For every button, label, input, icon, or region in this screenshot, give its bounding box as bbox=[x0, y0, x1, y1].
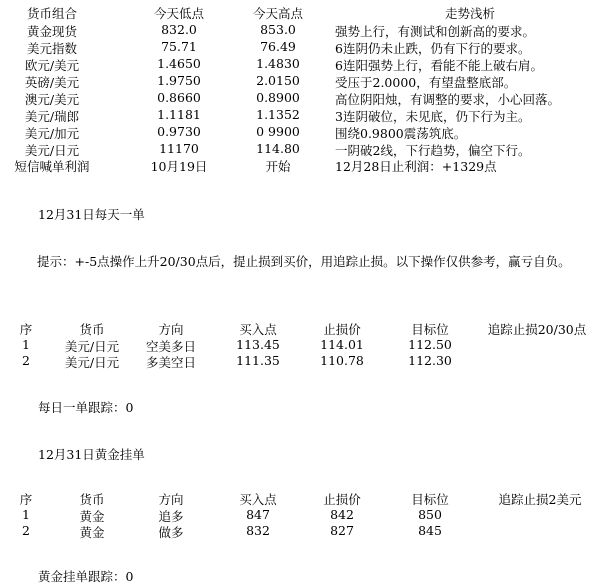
analysis: 6连阴仍未止跌，仍有下行的要求。 bbox=[335, 41, 531, 56]
analysis: 围绕0.9800震荡筑底。 bbox=[335, 126, 467, 141]
low: 75.71 bbox=[161, 39, 197, 54]
market-header-row bbox=[0, 4, 603, 22]
pair: 英磅/美元 bbox=[24, 75, 80, 90]
header-high: 今天高点 bbox=[252, 6, 303, 21]
market-row bbox=[0, 39, 603, 57]
analysis: 受压于2.0000，有望盘整底部。 bbox=[335, 75, 517, 90]
profit-label: 短信喊单利润 bbox=[14, 159, 90, 174]
analysis: 强势上行，有测试和创新高的要求。 bbox=[335, 24, 536, 39]
low: 832.0 bbox=[161, 22, 197, 37]
analysis: 高位阴阳烛，有调整的要求，小心回落。 bbox=[335, 92, 561, 107]
daily-order-row bbox=[0, 337, 603, 353]
order-target: 112.50 bbox=[408, 337, 452, 352]
col-target: 目标位 bbox=[411, 492, 449, 507]
analysis: 6连阳强势上行，看能不能上破右肩。 bbox=[335, 58, 543, 73]
order-no: 1 bbox=[22, 507, 30, 522]
order-direction: 多美空日 bbox=[145, 355, 196, 370]
order-direction: 做多 bbox=[158, 525, 184, 540]
pair: 澳元/美元 bbox=[24, 92, 80, 107]
high: 0 9900 bbox=[256, 124, 300, 139]
order-entry: 832 bbox=[246, 523, 270, 538]
high: 2.0150 bbox=[256, 73, 300, 88]
order-target: 850 bbox=[418, 507, 442, 522]
order-stop: 114.01 bbox=[320, 337, 364, 352]
header-analysis: 走势浅析 bbox=[444, 6, 495, 21]
market-profit-row bbox=[0, 157, 603, 175]
market-row bbox=[0, 90, 603, 108]
pair: 美元/瑞郎 bbox=[24, 109, 80, 124]
market-row bbox=[0, 124, 603, 142]
low: 11170 bbox=[159, 141, 199, 156]
gold-title: 12月31日黄金挂单 bbox=[38, 447, 145, 462]
daily-header-row bbox=[0, 320, 603, 336]
market-row bbox=[0, 22, 603, 40]
order-stop: 842 bbox=[330, 507, 354, 522]
low: 1.1181 bbox=[157, 107, 201, 122]
pair: 美元/日元 bbox=[24, 143, 80, 158]
col-currency: 货币 bbox=[79, 492, 105, 507]
gold-order-row bbox=[0, 507, 603, 523]
gold-order-row bbox=[0, 523, 603, 539]
order-stop: 110.78 bbox=[320, 353, 364, 368]
low: 0.9730 bbox=[157, 124, 201, 139]
col-trailing: 追踪止损20/30点 bbox=[487, 322, 587, 337]
order-target: 112.30 bbox=[408, 353, 452, 368]
col-stop: 止损价 bbox=[323, 322, 361, 337]
high: 1.4830 bbox=[256, 56, 300, 71]
pair: 美元/加元 bbox=[24, 126, 80, 141]
daily-order-row bbox=[0, 353, 603, 369]
order-entry: 113.45 bbox=[236, 337, 280, 352]
analysis: 3连阴破位，未见底，仍下行为主。 bbox=[335, 109, 531, 124]
gold-header-row bbox=[0, 490, 603, 506]
profit-total: 12月28日止利润：+1329点 bbox=[335, 159, 497, 174]
order-no: 2 bbox=[22, 353, 30, 368]
high: 1.1352 bbox=[256, 107, 300, 122]
col-target: 目标位 bbox=[411, 322, 449, 337]
col-no: 序 bbox=[19, 492, 33, 507]
order-no: 2 bbox=[22, 523, 30, 538]
high: 0.8900 bbox=[256, 90, 300, 105]
header-low: 今天低点 bbox=[153, 6, 204, 21]
daily-tip: 提示：+-5点操作上升20/30点后，提止损到买价，用追踪止损。以下操作仅供参考，赢亏自负。 bbox=[37, 254, 571, 269]
pair: 黄金现货 bbox=[26, 24, 77, 39]
order-stop: 827 bbox=[330, 523, 354, 538]
col-currency: 货币 bbox=[79, 322, 105, 337]
order-entry: 111.35 bbox=[236, 353, 280, 368]
gold-track: 黄金挂单跟踪：0 bbox=[38, 569, 134, 584]
high: 853.0 bbox=[260, 22, 296, 37]
market-row bbox=[0, 107, 603, 125]
col-no: 序 bbox=[19, 322, 33, 337]
order-entry: 847 bbox=[246, 507, 270, 522]
order-currency: 美元/日元 bbox=[64, 355, 120, 370]
order-direction: 空美多日 bbox=[145, 339, 196, 354]
low: 0.8660 bbox=[157, 90, 201, 105]
col-direction: 方向 bbox=[158, 492, 184, 507]
profit-start: 开始 bbox=[265, 159, 291, 174]
order-currency: 黄金 bbox=[79, 509, 105, 524]
daily-title: 12月31日每天一单 bbox=[38, 207, 145, 222]
order-no: 1 bbox=[22, 337, 30, 352]
order-currency: 黄金 bbox=[79, 525, 105, 540]
low: 1.4650 bbox=[157, 56, 201, 71]
market-row bbox=[0, 56, 603, 74]
header-currency-pair: 货币组合 bbox=[26, 6, 77, 21]
profit-start-date: 10月19日 bbox=[150, 159, 208, 174]
pair: 欧元/美元 bbox=[24, 58, 80, 73]
analysis: 一阴破2线，下行趋势，偏空下行。 bbox=[335, 143, 531, 158]
order-currency: 美元/日元 bbox=[64, 339, 120, 354]
daily-track: 每日一单跟踪：0 bbox=[38, 400, 134, 415]
market-row bbox=[0, 73, 603, 91]
col-entry: 买入点 bbox=[239, 492, 277, 507]
order-direction: 追多 bbox=[158, 509, 184, 524]
high: 114.80 bbox=[256, 141, 300, 156]
pair: 美元指数 bbox=[26, 41, 77, 56]
col-direction: 方向 bbox=[158, 322, 184, 337]
low: 1.9750 bbox=[157, 73, 201, 88]
col-entry: 买入点 bbox=[239, 322, 277, 337]
order-target: 845 bbox=[418, 523, 442, 538]
col-stop: 止损价 bbox=[323, 492, 361, 507]
col-trailing: 追踪止损2美元 bbox=[498, 492, 582, 507]
high: 76.49 bbox=[260, 39, 296, 54]
